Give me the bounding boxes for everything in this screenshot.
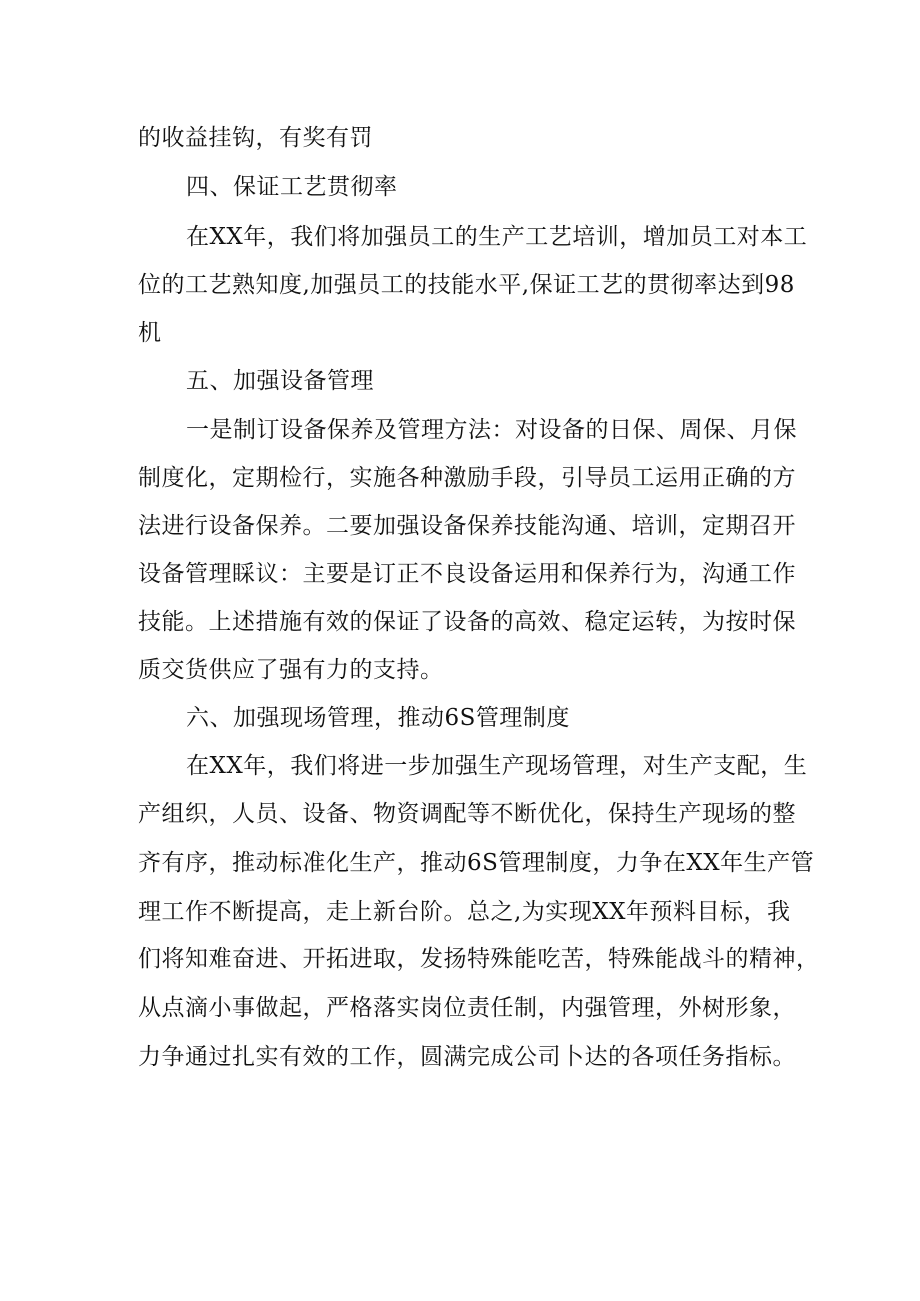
section-heading-6: 六、加强现场管理，推动6S管理制度	[186, 705, 570, 731]
paragraph-line: 们将知难奋进、开拓进取，发扬特殊能吃苦，特殊能战斗的精神，	[138, 946, 820, 972]
paragraph-line: 制度化，定期检行，实施各种激励手段，引导员工运用正确的方	[138, 465, 796, 491]
paragraph-line: 质交货供应了强有力的支持。	[138, 657, 444, 683]
paragraph-line: 力争通过扎实有效的工作，圆满完成公司卜达的各项任务指标。	[138, 1044, 796, 1070]
paragraph-line: 设备管理睬议：主要是订正不良设备运用和保养行为，沟通工作	[138, 561, 796, 587]
paragraph-line: 位的工艺熟知度,加强员工的技能水平,保证工艺的贯彻率达到98	[138, 272, 795, 298]
section-heading-5: 五、加强设备管理	[186, 368, 374, 394]
paragraph-line: 产组织，人员、设备、物资调配等不断优化，保持生产现场的整	[138, 801, 796, 827]
paragraph-line: 从点滴小事做起，严格落实岗位责任制，内强管理，外树形象，	[138, 995, 796, 1021]
paragraph-line: 机	[138, 320, 162, 346]
paragraph-line: 齐有序，推动标准化生产，推动6S管理制度，力争在XX年生产管	[138, 850, 815, 876]
section-heading-4: 四、保证工艺贯彻率	[186, 174, 398, 200]
paragraph-line: 的收益挂钩，有奖有罚	[138, 125, 373, 151]
paragraph-line: 一是制订设备保养及管理方法：对设备的日保、周保、月保	[186, 417, 797, 443]
paragraph-line: 理工作不断提高，走上新台阶。总之,为实现XX年预料目标，我	[138, 899, 791, 925]
paragraph-line: 法进行设备保养。二要加强设备保养技能沟通、培训，定期召开	[138, 513, 796, 539]
paragraph-line: 在XX年，我们将加强员工的生产工艺培训，增加员工对本工	[186, 224, 808, 250]
paragraph-line: 在XX年，我们将进一步加强生产现场管理，对生产支配，生	[186, 753, 808, 779]
paragraph-line: 技能。上述措施有效的保证了设备的高效、稳定运转，为按时保	[138, 609, 796, 635]
